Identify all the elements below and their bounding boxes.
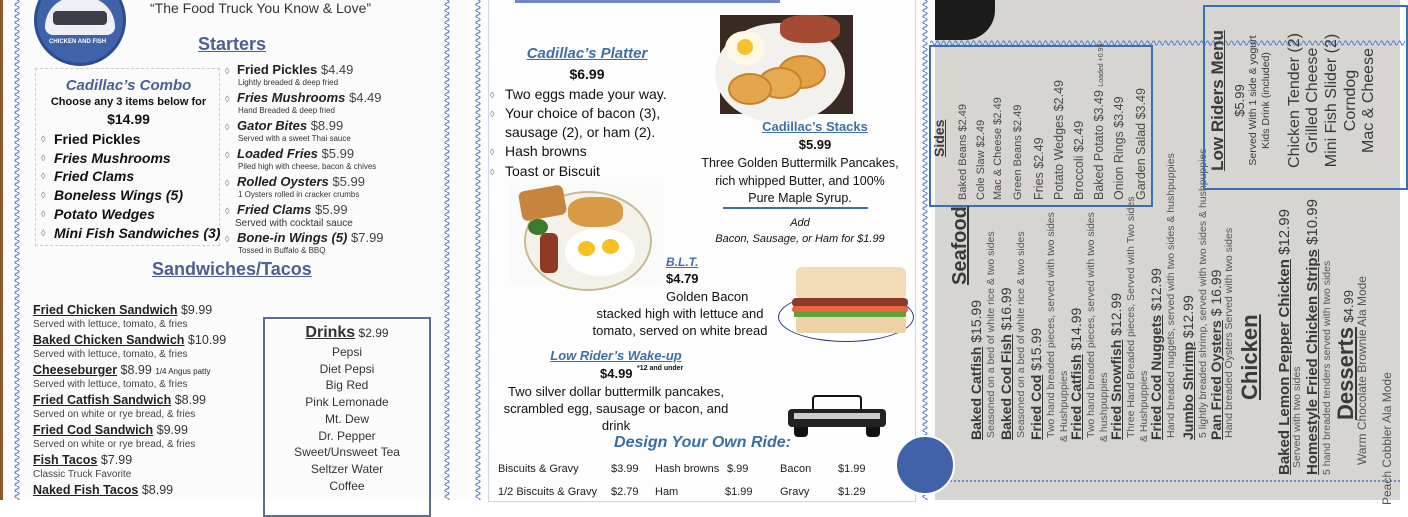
chicken-name: Homestyle Fried Chicken Strips (1304, 249, 1321, 475)
dessert-item: Peach Cobbler Ala Mode (1380, 372, 1394, 505)
stacks-title: Cadillac’s Stacks (762, 119, 868, 134)
bullet-icon: ◊ (225, 122, 230, 132)
design-cell: $1.99 (838, 463, 866, 475)
bullet-icon: ◊ (225, 234, 230, 244)
design-cell: Hash browns (655, 463, 720, 475)
design-cell: Gravy (780, 486, 810, 498)
wakeup-note: *12 and under (637, 365, 684, 372)
design-cell: $1.99 (725, 486, 753, 498)
bullet-icon: ◊ (41, 152, 46, 163)
menu-page-starters (0, 0, 470, 500)
drink-item: Pink Lemonade (305, 395, 389, 410)
logo (34, 0, 126, 66)
wavy-border-left (473, 0, 483, 500)
seafood-desc: & Hushpuppies (1058, 370, 1070, 442)
bullet-icon: ◊ (41, 134, 46, 144)
seafood-name: Fried Cod Nuggets (1148, 314, 1164, 440)
bullet-icon: ◊ (225, 206, 230, 216)
seafood-price: $12.99 (1108, 292, 1124, 336)
side-item (1134, 88, 1148, 200)
seafood-name: Fried Catfish (1068, 354, 1084, 440)
sandwich-desc: Served with lettuce, tomato, & fries (33, 349, 188, 360)
sandwich-price: $9.99 (156, 423, 188, 437)
stacks-desc-line: rich whipped Butter, and 100% (715, 173, 885, 188)
sandwich-price: $9.99 (180, 303, 213, 317)
low-riders-item: Chicken Tender (2) (1286, 33, 1303, 168)
design-cell: Biscuits & Gravy (498, 463, 579, 475)
seafood-name: Baked Catfish (968, 346, 984, 440)
seafood-item (1148, 268, 1164, 440)
design-cell: $1.29 (838, 486, 866, 498)
sandwich-price: $8.99 (141, 483, 174, 497)
stacks-desc-line: Three Golden Buttermilk Pancakes, (701, 156, 899, 170)
platter-price: $6.99 (569, 66, 605, 82)
sandwich-name: Fish Tacos (33, 453, 98, 467)
drink-item: Pepsi (331, 345, 363, 359)
low-riders-desc: Kids Drink (included) (1260, 52, 1272, 149)
sandwich-desc: Classic Truck Favorite (33, 469, 132, 480)
seafood-item (998, 287, 1014, 440)
side-item (1052, 80, 1066, 200)
bullet-icon: ◊ (41, 208, 46, 219)
chicken-price: $12.99 (1276, 209, 1293, 255)
low-riders-price: $5.99 (1232, 84, 1247, 117)
side-item (992, 97, 1004, 200)
wavy-border-right (442, 0, 452, 500)
side-item-text: Onion Rings $3.49 (1112, 96, 1126, 200)
menu-photo-rotated (931, 0, 1400, 505)
starter-name: Bone-in Wings (5) (237, 230, 348, 245)
drink-item: Coffee (329, 478, 365, 493)
starters-heading: Starters (198, 34, 267, 54)
side-item-text: Broccoli $2.49 (1072, 120, 1086, 200)
sandwich-name: Fried Cod Sandwich (33, 423, 154, 437)
starter-desc: Lightly breaded & deep fried (238, 78, 339, 87)
seafood-price: $14.99 (1068, 307, 1084, 351)
side-item-text: Green Beans $2.49 (1012, 104, 1024, 200)
wakeup-desc-line: drink (601, 418, 631, 433)
starter-name: Fried Clams (237, 202, 312, 217)
starter-desc: Tossed in Buffalo & BBQ (238, 246, 326, 255)
side-item-text: Baked Potato $3.49 (1092, 90, 1106, 200)
drink-item: Sweet/Unsweet Tea (294, 445, 400, 460)
add-desc: Bacon, Sausage, or Ham for $1.99 (715, 233, 885, 245)
combo-title: Cadillac’s Combo (65, 77, 192, 94)
bullet-icon: ◊ (225, 94, 230, 104)
blt-desc-line: Golden Bacon (666, 289, 749, 304)
sandwich-desc: Served with lettuce, tomato, & fries (33, 319, 188, 330)
combo-price: $14.99 (107, 111, 150, 127)
starter-desc: 1 Oysters rolled in cracker crumbs (238, 190, 360, 199)
rotated-menu-page (931, 0, 1400, 505)
starter-name: Fries Mushrooms (237, 90, 346, 105)
seafood-desc: Hand breaded nuggets, served with two sides & hushpuppies (1165, 153, 1177, 438)
sandwich-desc: Served on white or rye bread, & fries (33, 439, 196, 450)
starter-item (237, 230, 384, 245)
side-item (1032, 137, 1046, 200)
bullet-icon: ◊ (41, 171, 46, 182)
starter-item (237, 174, 365, 189)
seafood-desc: Seasoned on a bed of white rice & two sides (985, 231, 997, 438)
seafood-desc: & hushpuppies (1098, 372, 1110, 442)
side-item (975, 120, 987, 200)
desserts-price: $4.99 (1341, 290, 1356, 323)
starter-desc: Piled high with cheese, bacon & chives (238, 162, 377, 171)
blt-desc-line: tomato, served on white bread (592, 323, 768, 338)
design-cell: $3.99 (611, 463, 639, 475)
sandwich-item (33, 483, 173, 497)
starter-item (237, 62, 353, 77)
wakeup-price: $4.99 (600, 366, 633, 381)
side-item (1072, 121, 1086, 200)
design-cell: 1/2 Biscuits & Gravy (498, 486, 598, 498)
menu-page-breakfast (470, 0, 935, 500)
side-item-text: Baked Beans $2.49 (957, 103, 969, 200)
sandwich-note: 1/4 Angus patty (155, 367, 211, 376)
seafood-desc: Two hand breaded pieces, served with two sides (1045, 212, 1057, 438)
seafood-price: $12.99 (1180, 295, 1196, 339)
combo-item: Mini Fish Sandwiches (3) (54, 224, 221, 241)
divider (723, 207, 868, 209)
sandwich-item (33, 363, 210, 377)
starter-price: $5.99 (315, 202, 348, 217)
blt-price: $4.79 (666, 271, 699, 286)
drinks-title: Drinks (305, 324, 356, 341)
sandwich-name: Baked Chicken Sandwich (33, 333, 185, 347)
seafood-desc: Seasoned on a bed of white rice & two sides (1015, 231, 1027, 438)
seafood-price: $15.99 (968, 299, 984, 343)
wakeup-desc-line: Two silver dollar buttermilk pancakes, (507, 384, 725, 399)
sandwich-name: Cheeseburger (33, 363, 118, 377)
starter-price: $5.99 (321, 146, 355, 161)
platter-item: sausage (2), or ham (2). (505, 124, 656, 140)
bullet-icon: ◊ (225, 66, 230, 76)
drink-item: Diet Pepsi (319, 361, 375, 376)
bullet-icon: ◊ (490, 109, 495, 119)
starter-item (237, 118, 343, 133)
side-item-text: Mac & Cheese $2.49 (992, 97, 1004, 200)
design-cell: $2.79 (611, 486, 639, 498)
seafood-item (1180, 295, 1196, 440)
logo-car-body (53, 11, 107, 25)
side-item-text: Potato Wedges $2.49 (1052, 80, 1066, 200)
starter-name: Loaded Fries (237, 146, 318, 161)
seafood-price: $15.99 (1028, 327, 1044, 371)
bullet-icon: ◊ (225, 178, 230, 188)
sides-title: Sides (931, 119, 947, 157)
logo (895, 435, 955, 495)
starter-desc: Served with a sweet Thai sauce (238, 134, 351, 143)
starter-name: Fried Pickles (237, 62, 318, 77)
seafood-name: Fried Snowfish (1108, 339, 1124, 440)
bullet-icon: ◊ (41, 190, 46, 201)
tagline: “The Food Truck You Know & Love” (150, 0, 372, 16)
wavy-border-left (12, 0, 22, 500)
blt-sandwich-photo (778, 262, 915, 343)
side-item (1112, 96, 1126, 200)
sandwich-price: $8.99 (174, 393, 206, 407)
starter-price: $7.99 (351, 230, 384, 245)
chicken-price: $10.99 (1304, 199, 1321, 245)
platter-item: Your choice of bacon (3), (505, 105, 661, 121)
pancakes-photo (720, 15, 853, 114)
bullet-icon: ◊ (41, 227, 46, 238)
bullet-icon: ◊ (490, 90, 495, 100)
combo-box (35, 68, 220, 246)
seafood-item (1108, 293, 1124, 440)
cut-off-title-underline (515, 0, 780, 3)
seafood-item (1068, 308, 1084, 440)
starter-price: $4.49 (348, 90, 382, 105)
side-item (1092, 44, 1106, 200)
sandwich-item (33, 423, 188, 437)
combo-item: Fried Clams (54, 168, 135, 185)
wood-edge (0, 0, 3, 500)
bullet-icon: ◊ (225, 150, 230, 160)
side-item (957, 104, 969, 200)
breakfast-plate-photo (510, 183, 663, 285)
starter-name: Gator Bites (237, 118, 308, 133)
sandwich-price: $8.99 (120, 363, 152, 377)
seafood-desc: Hand breaded Oysters Served with two sides (1223, 227, 1235, 438)
seafood-desc: 5 lightly breaded shrimp, served with two sides & hushpuppies (1197, 148, 1209, 438)
combo-subtitle: Choose any 3 items below for (50, 96, 207, 108)
sandwich-item (33, 393, 206, 407)
sandwich-item (33, 303, 212, 317)
low-riders-item: Mini Fish Slider (2) (1323, 33, 1340, 168)
platter-item: Toast or Biscuit (505, 163, 600, 179)
design-your-own-heading: Design Your Own Ride: (614, 434, 791, 451)
sandwich-name: Fried Chicken Sandwich (33, 303, 178, 317)
low-riders-item: Corndog (1342, 69, 1359, 132)
bullet-icon: ◊ (490, 147, 495, 157)
dotted-border (935, 480, 1400, 482)
platter-item: Two eggs made your way. (505, 86, 667, 102)
seafood-desc: & Hushpuppies (1138, 370, 1150, 442)
design-cell: $.99 (727, 463, 749, 475)
chicken-desc: 5 hand breaded tenders served with two sides (1321, 260, 1333, 475)
side-item (1012, 105, 1024, 200)
loaded-note: Loaded +0.99 (1098, 43, 1105, 87)
blt-title: B.L.T. (666, 255, 699, 269)
seafood-desc: Three Hand Breaded pieces, Served with Two sides (1125, 196, 1137, 438)
starter-price: $4.49 (320, 62, 354, 77)
chicken-item (1304, 199, 1321, 475)
seafood-name: Pan Fried Oysters (1208, 320, 1224, 440)
starter-desc: Hand Breaded & deep fried (238, 106, 335, 115)
seafood-price: $ 16.99 (1208, 269, 1224, 317)
seafood-price: $12.99 (1148, 268, 1164, 311)
seafood-name: Jumbo Shrimp (1180, 341, 1196, 440)
starter-name: Rolled Oysters (237, 174, 329, 189)
sandwich-name: Fried Catfish Sandwich (33, 393, 172, 407)
starter-item (237, 146, 354, 161)
low-riders-item: Mac & Cheese (1360, 48, 1377, 153)
seafood-item (968, 300, 984, 440)
sandwich-item (33, 453, 132, 467)
sandwich-item (33, 333, 226, 347)
wakeup-title: Low Rider’s Wake-up (550, 348, 682, 363)
blt-desc-line: stacked high with lettuce and (596, 306, 764, 321)
combo-item: Potato Wedges (54, 205, 155, 222)
starter-desc: Served with cocktail sauce (235, 218, 353, 229)
drink-item: Mt. Dew (324, 411, 369, 426)
sandwich-desc: Served with lettuce, tomato, & fries (33, 379, 188, 390)
low-riders-title: Low Riders Menu (1208, 30, 1227, 171)
sandwich-price: $7.99 (100, 453, 133, 467)
sandwich-name: Naked Fish Tacos (33, 483, 139, 497)
seafood-item (1208, 270, 1224, 440)
seafood-price: $16.99 (998, 287, 1014, 331)
sandwiches-heading: Sandwiches/Tacos (152, 259, 312, 279)
stacks-price: $5.99 (798, 137, 832, 152)
side-item-text: Cole Slaw $2.49 (975, 119, 987, 200)
design-cell: Bacon (780, 463, 812, 475)
bullet-icon: ◊ (490, 167, 495, 177)
drinks-box (263, 317, 431, 517)
starter-price: $8.99 (310, 118, 344, 133)
seafood-item (1028, 328, 1044, 440)
low-riders-box (1203, 5, 1408, 190)
side-item-text: Fries $2.49 (1032, 137, 1046, 200)
dessert-item: Warm Chocolate Brownie Ala Mode (1355, 276, 1369, 465)
seafood-name: Baked Cod Fish (998, 334, 1014, 440)
desserts-title: Desserts (1333, 327, 1358, 420)
drink-item: Dr. Pepper (318, 428, 376, 443)
seafood-name: Fried Cod (1028, 374, 1044, 440)
add-label: Add (790, 217, 810, 229)
chicken-desc: Served with two sides (1291, 366, 1303, 468)
seafood-desc: Two hand breaded pieces, served with two sides (1085, 212, 1097, 438)
drink-item: Big Red (325, 378, 369, 393)
starter-item (237, 202, 348, 217)
sandwich-price: $10.99 (187, 333, 227, 347)
low-riders-desc: Served With 1 side & yogurt (1247, 35, 1259, 166)
sandwich-desc: Served on white or rye bread, & fries (33, 409, 196, 420)
chicken-heading: Chicken (1237, 314, 1262, 400)
seafood-heading: Seafood (949, 206, 971, 285)
combo-item: Fried Pickles (54, 131, 141, 147)
logo-text: CHICKEN AND FISH (49, 39, 107, 45)
low-riders-item: Grilled Cheese (1304, 47, 1321, 154)
combo-item: Fries Mushrooms (54, 149, 171, 166)
wakeup-desc-line: scrambled egg, sausage or bacon, and (503, 401, 729, 416)
platter-item: Hash browns (505, 143, 587, 159)
side-item-text: Garden Salad $3.49 (1134, 88, 1148, 200)
design-cell: Ham (655, 486, 679, 498)
stacks-desc-line: Pure Maple Syrup. (748, 191, 852, 205)
starter-price: $5.99 (332, 174, 365, 189)
starter-item (237, 90, 382, 105)
chicken-name: Baked Lemon Pepper Chicken (1276, 259, 1293, 475)
drinks-price: $2.99 (358, 326, 389, 340)
combo-item: Boneless Wings (5) (54, 187, 184, 204)
platter-title: Cadillac’s Platter (526, 45, 648, 62)
drink-item: Seltzer Water (310, 461, 384, 476)
